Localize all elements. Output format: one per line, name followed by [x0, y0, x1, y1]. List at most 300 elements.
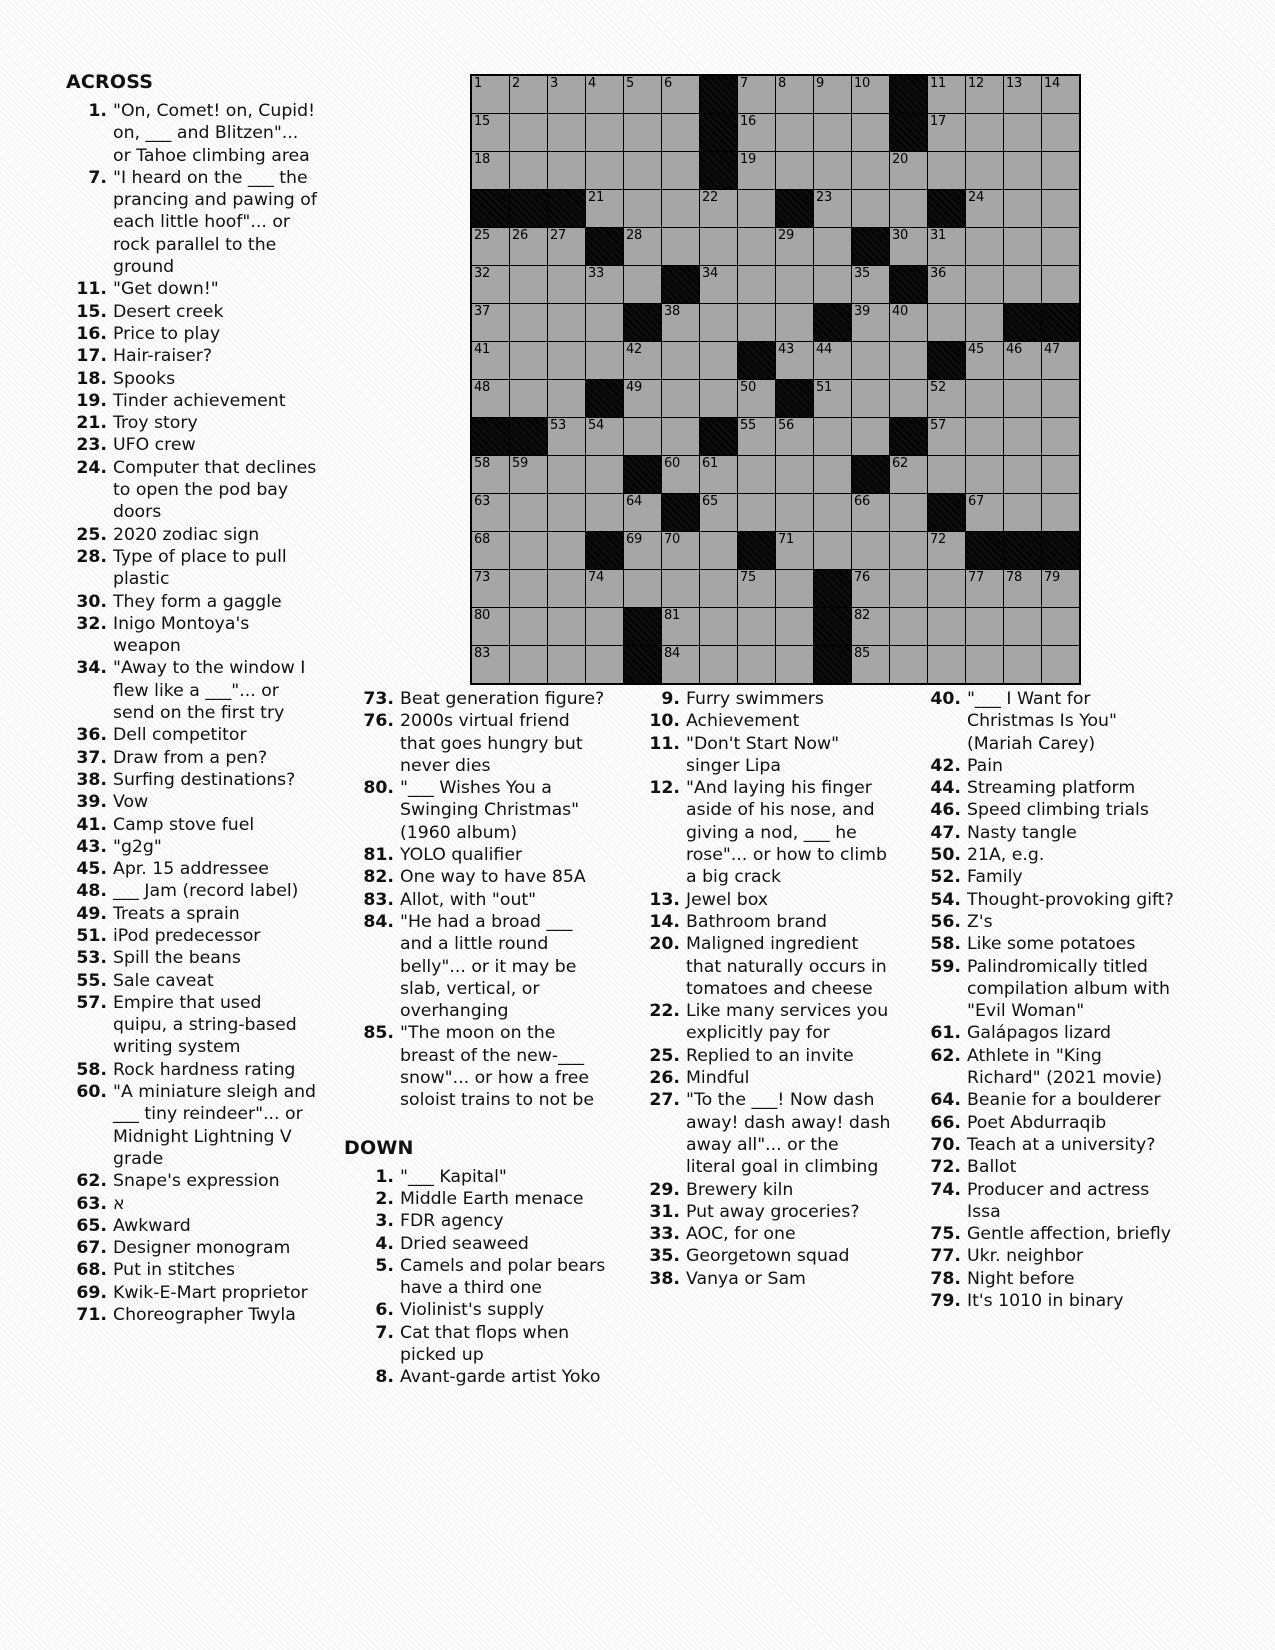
grid-cell[interactable]	[776, 114, 813, 151]
grid-cell[interactable]	[928, 76, 965, 113]
clue-item[interactable]	[66, 1170, 326, 1192]
grid-cell[interactable]	[1004, 152, 1041, 189]
grid-cell[interactable]	[510, 380, 547, 417]
grid-cell[interactable]	[738, 494, 775, 531]
grid-cell[interactable]	[1004, 114, 1041, 151]
clue-item[interactable]	[630, 1045, 892, 1067]
grid-cell[interactable]	[928, 608, 965, 645]
clue-item[interactable]	[344, 911, 606, 1022]
clue-item[interactable]	[928, 889, 1178, 911]
grid-cell[interactable]	[510, 608, 547, 645]
grid-cell[interactable]	[1042, 570, 1079, 607]
grid-cell[interactable]	[662, 570, 699, 607]
grid-cell[interactable]	[814, 456, 851, 493]
grid-cell[interactable]	[548, 304, 585, 341]
clue-item[interactable]	[344, 1255, 606, 1300]
grid-cell[interactable]	[1042, 380, 1079, 417]
grid-cell[interactable]	[586, 494, 623, 531]
grid-cell[interactable]	[624, 342, 661, 379]
clue-item[interactable]	[928, 1290, 1178, 1312]
grid-cell[interactable]	[700, 380, 737, 417]
clue-item[interactable]	[66, 1237, 326, 1259]
grid-cell[interactable]	[586, 570, 623, 607]
clue-item[interactable]	[66, 791, 326, 813]
grid-cell[interactable]	[890, 152, 927, 189]
grid-cell[interactable]	[472, 76, 509, 113]
grid-cell[interactable]	[890, 608, 927, 645]
clue-item[interactable]	[630, 1201, 892, 1223]
clue-item[interactable]	[66, 301, 326, 323]
clue-item[interactable]	[928, 1045, 1178, 1090]
grid-cell[interactable]	[1042, 228, 1079, 265]
grid-cell[interactable]	[1042, 646, 1079, 683]
clue-item[interactable]	[344, 1233, 606, 1255]
grid-cell[interactable]	[548, 570, 585, 607]
grid-cell[interactable]	[662, 646, 699, 683]
grid-cell[interactable]	[776, 304, 813, 341]
clue-item[interactable]	[66, 925, 326, 947]
grid-cell[interactable]	[472, 570, 509, 607]
clue-item[interactable]	[66, 412, 326, 434]
clue-item[interactable]	[66, 524, 326, 546]
grid-cell[interactable]	[548, 532, 585, 569]
grid-cell[interactable]	[510, 456, 547, 493]
clue-item[interactable]	[630, 1179, 892, 1201]
grid-cell[interactable]	[852, 304, 889, 341]
clue-item[interactable]	[66, 1282, 326, 1304]
grid-cell[interactable]	[890, 380, 927, 417]
clue-item[interactable]	[630, 688, 892, 710]
grid-cell[interactable]	[966, 646, 1003, 683]
clue-item[interactable]	[928, 1089, 1178, 1111]
grid-cell[interactable]	[966, 190, 1003, 227]
grid-cell[interactable]	[586, 304, 623, 341]
grid-cell[interactable]	[662, 152, 699, 189]
grid-cell[interactable]	[472, 456, 509, 493]
clue-item[interactable]	[66, 1193, 326, 1215]
clue-item[interactable]	[66, 345, 326, 367]
grid-cell[interactable]	[586, 266, 623, 303]
clue-item[interactable]	[630, 1000, 892, 1045]
grid-cell[interactable]	[1004, 494, 1041, 531]
clue-item[interactable]	[344, 1022, 606, 1111]
grid-cell[interactable]	[890, 646, 927, 683]
grid-cell[interactable]	[966, 570, 1003, 607]
grid-cell[interactable]	[776, 266, 813, 303]
grid-cell[interactable]	[662, 228, 699, 265]
clue-item[interactable]	[928, 777, 1178, 799]
grid-cell[interactable]	[586, 76, 623, 113]
grid-cell[interactable]	[510, 228, 547, 265]
clue-item[interactable]	[630, 1268, 892, 1290]
grid-cell[interactable]	[548, 380, 585, 417]
grid-cell[interactable]	[624, 228, 661, 265]
clue-item[interactable]	[66, 591, 326, 613]
clue-item[interactable]	[66, 613, 326, 658]
grid-cell[interactable]	[624, 266, 661, 303]
grid-cell[interactable]	[548, 152, 585, 189]
grid-cell[interactable]	[1004, 456, 1041, 493]
clue-item[interactable]	[928, 1268, 1178, 1290]
grid-cell[interactable]	[966, 114, 1003, 151]
clue-item[interactable]	[344, 1188, 606, 1210]
clue-item[interactable]	[630, 1067, 892, 1089]
grid-cell[interactable]	[1042, 494, 1079, 531]
grid-cell[interactable]	[852, 608, 889, 645]
grid-cell[interactable]	[1004, 190, 1041, 227]
grid-cell[interactable]	[890, 570, 927, 607]
clue-item[interactable]	[66, 724, 326, 746]
grid-cell[interactable]	[852, 76, 889, 113]
grid-cell[interactable]	[738, 304, 775, 341]
clue-item[interactable]	[928, 844, 1178, 866]
grid-cell[interactable]	[1042, 266, 1079, 303]
grid-cell[interactable]	[814, 380, 851, 417]
grid-cell[interactable]	[472, 266, 509, 303]
grid-cell[interactable]	[852, 342, 889, 379]
grid-cell[interactable]	[472, 608, 509, 645]
grid-cell[interactable]	[738, 570, 775, 607]
grid-cell[interactable]	[1004, 380, 1041, 417]
grid-cell[interactable]	[548, 608, 585, 645]
clue-item[interactable]	[344, 1299, 606, 1321]
clue-item[interactable]	[66, 278, 326, 300]
clue-item[interactable]	[344, 866, 606, 888]
grid-cell[interactable]	[472, 646, 509, 683]
grid-cell[interactable]	[928, 266, 965, 303]
grid-cell[interactable]	[624, 76, 661, 113]
grid-cell[interactable]	[510, 114, 547, 151]
grid-cell[interactable]	[814, 532, 851, 569]
grid-cell[interactable]	[548, 456, 585, 493]
grid-cell[interactable]	[624, 190, 661, 227]
grid-cell[interactable]	[510, 494, 547, 531]
grid-cell[interactable]	[662, 532, 699, 569]
clue-item[interactable]	[928, 1112, 1178, 1134]
clue-item[interactable]	[928, 911, 1178, 933]
grid-cell[interactable]	[472, 342, 509, 379]
grid-cell[interactable]	[776, 494, 813, 531]
grid-cell[interactable]	[472, 304, 509, 341]
grid-cell[interactable]	[624, 532, 661, 569]
grid-cell[interactable]	[1042, 456, 1079, 493]
grid-cell[interactable]	[966, 608, 1003, 645]
grid-cell[interactable]	[472, 114, 509, 151]
grid-cell[interactable]	[966, 266, 1003, 303]
grid-cell[interactable]	[700, 608, 737, 645]
grid-cell[interactable]	[966, 342, 1003, 379]
grid-cell[interactable]	[1004, 608, 1041, 645]
grid-cell[interactable]	[852, 646, 889, 683]
grid-cell[interactable]	[548, 494, 585, 531]
grid-cell[interactable]	[738, 456, 775, 493]
clue-item[interactable]	[344, 844, 606, 866]
clue-item[interactable]	[66, 1215, 326, 1237]
grid-cell[interactable]	[852, 418, 889, 455]
grid-cell[interactable]	[776, 608, 813, 645]
grid-cell[interactable]	[966, 304, 1003, 341]
grid-cell[interactable]	[852, 494, 889, 531]
grid-cell[interactable]	[662, 608, 699, 645]
grid-cell[interactable]	[928, 228, 965, 265]
clue-item[interactable]	[630, 933, 892, 1000]
clue-item[interactable]	[66, 970, 326, 992]
clue-item[interactable]	[66, 1304, 326, 1326]
grid-cell[interactable]	[510, 76, 547, 113]
grid-cell[interactable]	[738, 76, 775, 113]
grid-cell[interactable]	[776, 342, 813, 379]
clue-item[interactable]	[928, 1179, 1178, 1224]
grid-cell[interactable]	[700, 494, 737, 531]
grid-cell[interactable]	[890, 532, 927, 569]
grid-cell[interactable]	[852, 266, 889, 303]
grid-cell[interactable]	[472, 380, 509, 417]
grid-cell[interactable]	[700, 266, 737, 303]
grid-cell[interactable]	[624, 418, 661, 455]
grid-cell[interactable]	[928, 570, 965, 607]
grid-cell[interactable]	[776, 228, 813, 265]
clue-item[interactable]	[928, 755, 1178, 777]
clue-item[interactable]	[66, 323, 326, 345]
grid-cell[interactable]	[662, 76, 699, 113]
grid-cell[interactable]	[814, 190, 851, 227]
grid-cell[interactable]	[890, 190, 927, 227]
clue-item[interactable]	[344, 710, 606, 777]
grid-cell[interactable]	[738, 646, 775, 683]
grid-cell[interactable]	[738, 418, 775, 455]
grid-cell[interactable]	[966, 418, 1003, 455]
grid-cell[interactable]	[890, 456, 927, 493]
clue-item[interactable]	[66, 1259, 326, 1281]
clue-item[interactable]	[344, 889, 606, 911]
clue-item[interactable]	[928, 956, 1178, 1023]
grid-cell[interactable]	[814, 152, 851, 189]
grid-cell[interactable]	[700, 228, 737, 265]
grid-cell[interactable]	[738, 152, 775, 189]
clue-item[interactable]	[66, 814, 326, 836]
grid-cell[interactable]	[852, 532, 889, 569]
grid-cell[interactable]	[852, 114, 889, 151]
grid-cell[interactable]	[586, 608, 623, 645]
clue-item[interactable]	[928, 1223, 1178, 1245]
clue-item[interactable]	[66, 992, 326, 1059]
grid-cell[interactable]	[814, 114, 851, 151]
grid-cell[interactable]	[1042, 190, 1079, 227]
grid-cell[interactable]	[1004, 228, 1041, 265]
grid-cell[interactable]	[852, 152, 889, 189]
grid-cell[interactable]	[472, 494, 509, 531]
grid-cell[interactable]	[624, 570, 661, 607]
grid-cell[interactable]	[662, 342, 699, 379]
grid-cell[interactable]	[1042, 114, 1079, 151]
grid-cell[interactable]	[966, 228, 1003, 265]
grid-cell[interactable]	[700, 304, 737, 341]
clue-item[interactable]	[928, 866, 1178, 888]
grid-cell[interactable]	[966, 380, 1003, 417]
grid-cell[interactable]	[890, 342, 927, 379]
grid-cell[interactable]	[510, 646, 547, 683]
grid-cell[interactable]	[852, 570, 889, 607]
grid-cell[interactable]	[510, 570, 547, 607]
grid-cell[interactable]	[586, 418, 623, 455]
grid-cell[interactable]	[776, 456, 813, 493]
clue-item[interactable]	[66, 769, 326, 791]
clue-item[interactable]	[66, 546, 326, 591]
clue-item[interactable]	[66, 368, 326, 390]
grid-cell[interactable]	[738, 380, 775, 417]
grid-cell[interactable]	[814, 494, 851, 531]
clue-item[interactable]	[928, 933, 1178, 955]
grid-cell[interactable]	[852, 380, 889, 417]
clue-item[interactable]	[928, 1022, 1178, 1044]
grid-cell[interactable]	[586, 190, 623, 227]
clue-item[interactable]	[630, 1089, 892, 1178]
grid-cell[interactable]	[662, 380, 699, 417]
grid-cell[interactable]	[1042, 152, 1079, 189]
grid-cell[interactable]	[738, 608, 775, 645]
clue-item[interactable]	[928, 822, 1178, 844]
clue-item[interactable]	[344, 1366, 606, 1388]
grid-cell[interactable]	[548, 76, 585, 113]
grid-cell[interactable]	[624, 380, 661, 417]
grid-cell[interactable]	[1042, 608, 1079, 645]
clue-item[interactable]	[344, 777, 606, 844]
grid-cell[interactable]	[586, 456, 623, 493]
grid-cell[interactable]	[738, 114, 775, 151]
grid-cell[interactable]	[624, 152, 661, 189]
clue-item[interactable]	[630, 777, 892, 888]
clue-item[interactable]	[630, 889, 892, 911]
grid-cell[interactable]	[814, 76, 851, 113]
grid-cell[interactable]	[548, 266, 585, 303]
clue-item[interactable]	[66, 1059, 326, 1081]
grid-cell[interactable]	[700, 190, 737, 227]
grid-cell[interactable]	[814, 342, 851, 379]
grid-cell[interactable]	[662, 190, 699, 227]
grid-cell[interactable]	[700, 570, 737, 607]
grid-cell[interactable]	[472, 228, 509, 265]
clue-item[interactable]	[344, 1210, 606, 1232]
grid-cell[interactable]	[662, 418, 699, 455]
grid-cell[interactable]	[776, 418, 813, 455]
clue-item[interactable]	[66, 903, 326, 925]
grid-cell[interactable]	[928, 418, 965, 455]
grid-cell[interactable]	[890, 304, 927, 341]
grid-cell[interactable]	[548, 228, 585, 265]
clue-item[interactable]	[66, 390, 326, 412]
grid-cell[interactable]	[928, 152, 965, 189]
clue-item[interactable]	[928, 1134, 1178, 1156]
grid-cell[interactable]	[776, 76, 813, 113]
grid-cell[interactable]	[1004, 570, 1041, 607]
grid-cell[interactable]	[624, 494, 661, 531]
clue-item[interactable]	[630, 710, 892, 732]
grid-cell[interactable]	[738, 190, 775, 227]
clue-item[interactable]	[66, 1081, 326, 1170]
grid-cell[interactable]	[928, 532, 965, 569]
clue-item[interactable]	[630, 733, 892, 778]
grid-cell[interactable]	[928, 646, 965, 683]
grid-cell[interactable]	[700, 646, 737, 683]
grid-cell[interactable]	[548, 418, 585, 455]
grid-cell[interactable]	[1042, 76, 1079, 113]
grid-cell[interactable]	[548, 342, 585, 379]
grid-cell[interactable]	[928, 456, 965, 493]
grid-cell[interactable]	[814, 418, 851, 455]
grid-cell[interactable]	[852, 190, 889, 227]
grid-cell[interactable]	[1004, 646, 1041, 683]
grid-cell[interactable]	[1042, 342, 1079, 379]
clue-item[interactable]	[928, 688, 1178, 755]
clue-item[interactable]	[344, 1166, 606, 1188]
grid-cell[interactable]	[662, 456, 699, 493]
clue-item[interactable]	[66, 858, 326, 880]
clue-item[interactable]	[66, 880, 326, 902]
grid-cell[interactable]	[548, 114, 585, 151]
grid-cell[interactable]	[738, 228, 775, 265]
grid-cell[interactable]	[510, 342, 547, 379]
clue-item[interactable]	[66, 167, 326, 278]
grid-cell[interactable]	[1004, 76, 1041, 113]
grid-cell[interactable]	[586, 152, 623, 189]
clue-item[interactable]	[344, 688, 606, 710]
grid-cell[interactable]	[586, 114, 623, 151]
grid-cell[interactable]	[928, 304, 965, 341]
grid-cell[interactable]	[890, 228, 927, 265]
grid-cell[interactable]	[776, 570, 813, 607]
grid-cell[interactable]	[1004, 266, 1041, 303]
grid-cell[interactable]	[814, 228, 851, 265]
clue-item[interactable]	[66, 947, 326, 969]
grid-cell[interactable]	[776, 646, 813, 683]
grid-cell[interactable]	[510, 304, 547, 341]
clue-item[interactable]	[630, 1223, 892, 1245]
clue-item[interactable]	[928, 1156, 1178, 1178]
grid-cell[interactable]	[890, 494, 927, 531]
grid-cell[interactable]	[510, 532, 547, 569]
grid-cell[interactable]	[624, 114, 661, 151]
grid-cell[interactable]	[776, 532, 813, 569]
grid-cell[interactable]	[966, 494, 1003, 531]
grid-cell[interactable]	[966, 76, 1003, 113]
grid-cell[interactable]	[700, 532, 737, 569]
grid-cell[interactable]	[700, 342, 737, 379]
clue-item[interactable]	[66, 434, 326, 456]
grid-cell[interactable]	[928, 380, 965, 417]
grid-cell[interactable]	[662, 114, 699, 151]
grid-cell[interactable]	[472, 152, 509, 189]
grid-cell[interactable]	[510, 266, 547, 303]
grid-cell[interactable]	[814, 266, 851, 303]
grid-cell[interactable]	[1042, 418, 1079, 455]
clue-item[interactable]	[66, 836, 326, 858]
clue-item[interactable]	[928, 1245, 1178, 1267]
clue-item[interactable]	[630, 911, 892, 933]
clue-item[interactable]	[66, 657, 326, 724]
clue-item[interactable]	[630, 1245, 892, 1267]
grid-cell[interactable]	[586, 342, 623, 379]
grid-cell[interactable]	[662, 304, 699, 341]
grid-cell[interactable]	[700, 456, 737, 493]
grid-cell[interactable]	[966, 456, 1003, 493]
grid-cell[interactable]	[586, 646, 623, 683]
grid-cell[interactable]	[966, 152, 1003, 189]
clue-item[interactable]	[344, 1322, 606, 1367]
grid-cell[interactable]	[548, 646, 585, 683]
grid-cell[interactable]	[738, 266, 775, 303]
clue-item[interactable]	[66, 100, 326, 167]
grid-cell[interactable]	[472, 532, 509, 569]
